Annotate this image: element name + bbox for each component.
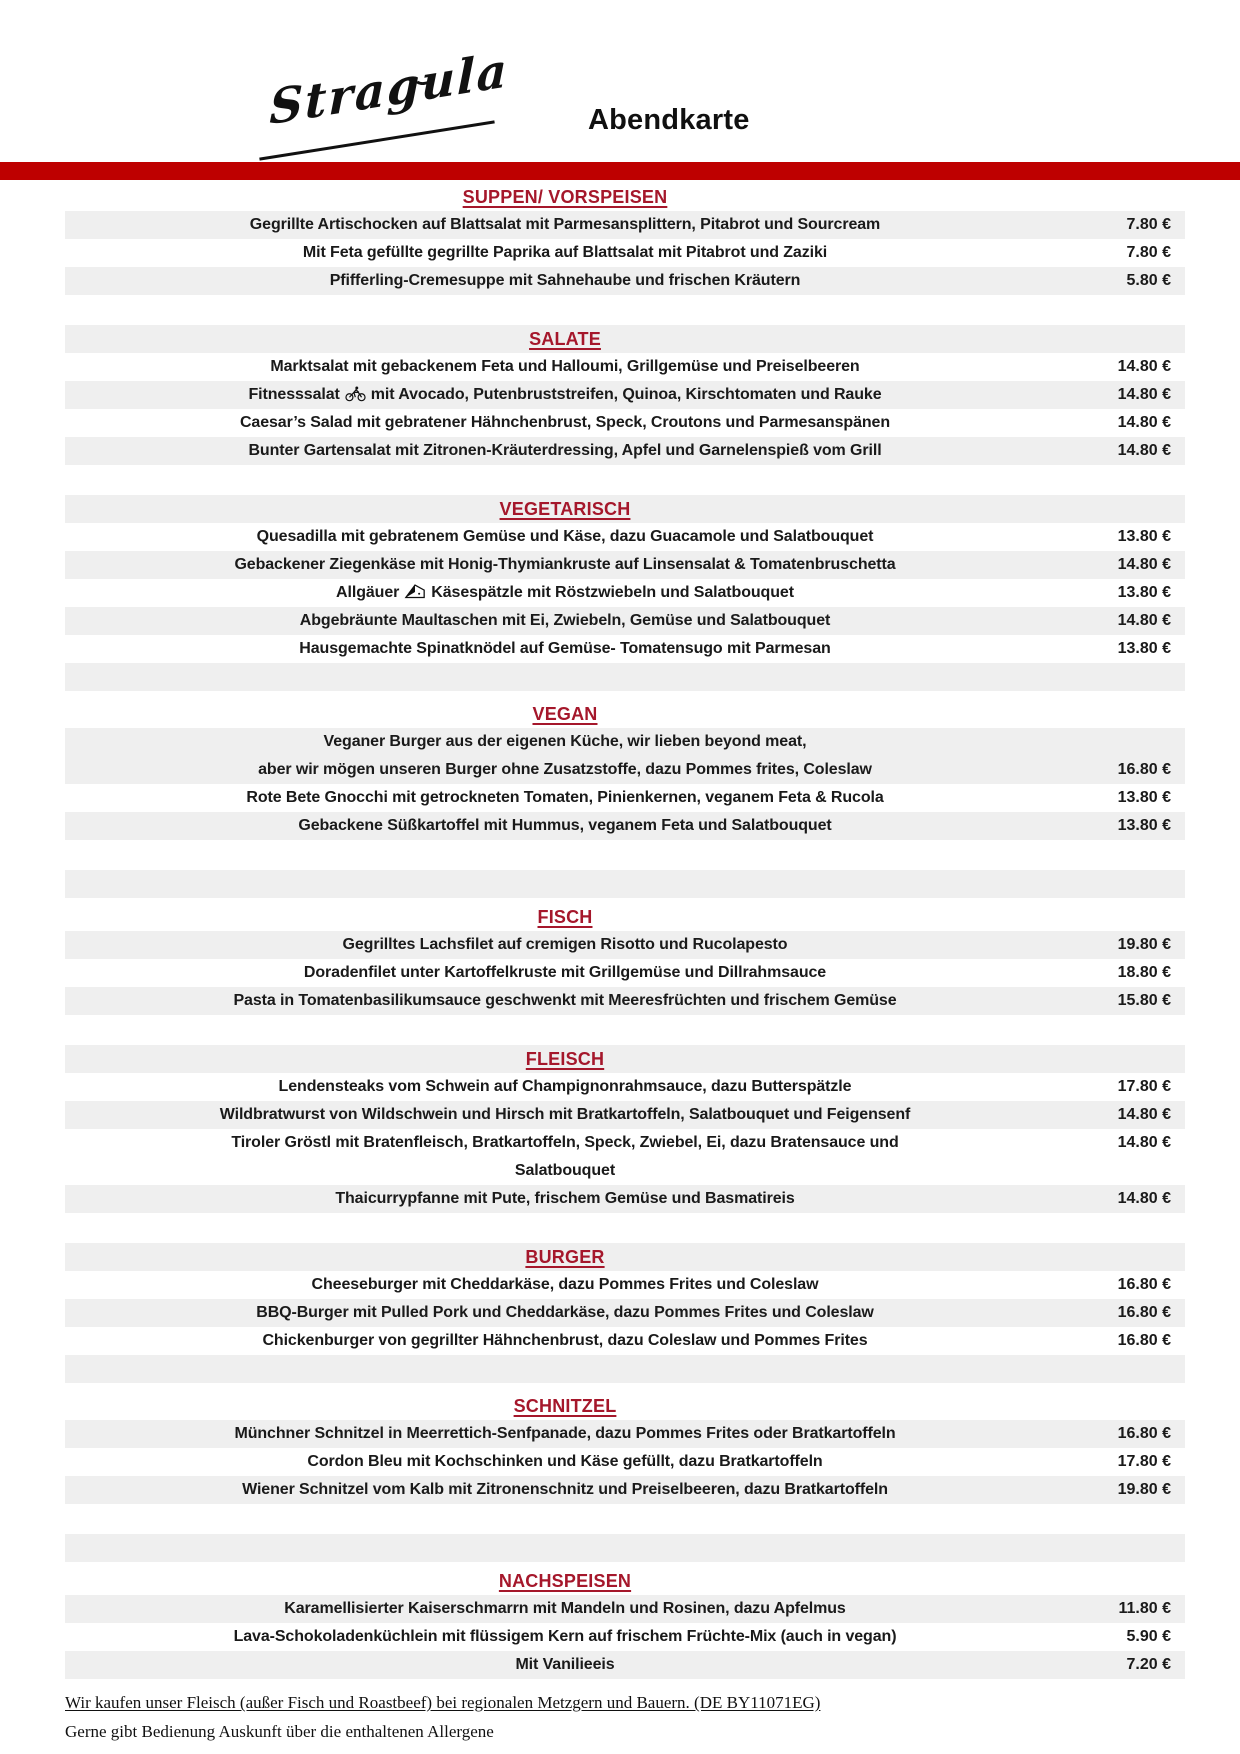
section-gap — [65, 295, 1185, 325]
item-name-before-icon: Allgäuer — [336, 584, 400, 601]
item-price: 13.80 € — [1117, 817, 1171, 834]
menu-item-row — [65, 381, 1185, 409]
item-name: Pfifferling-Cremesuppe mit Sahnehaube und frischen Kräutern — [329, 272, 801, 289]
item-price: 5.80 € — [1126, 272, 1171, 289]
item-price: 7.80 € — [1126, 244, 1171, 261]
item-price: 14.80 € — [1117, 414, 1171, 431]
item-name: Thaicurrypfanne mit Pute, frischem Gemüse und Basmatireis — [335, 1190, 795, 1207]
item-name: Münchner Schnitzel in Meerrettich-Senfpanade, dazu Pommes Frites oder Bratkartoffeln — [234, 1425, 896, 1442]
section-header-row — [65, 1392, 1185, 1420]
empty-shaded-row — [65, 1355, 1185, 1383]
page-title: Abendkarte — [588, 104, 750, 136]
item-name-line: aber wir mögen unseren Burger ohne Zusatzstoffe, dazu Pommes frites, Coleslaw — [258, 761, 872, 778]
allergen-note: Gerne gibt Bedienung Auskunft über die enthaltenen Allergene — [65, 1722, 494, 1741]
menu-item-row — [65, 409, 1185, 437]
section-header-row — [65, 325, 1185, 353]
restaurant-logo — [256, 42, 512, 150]
item-price: 17.80 € — [1117, 1078, 1171, 1095]
empty-shaded-row — [65, 1534, 1185, 1562]
item-name: Mit Feta gefüllte gegrillte Paprika auf Blattsalat mit Pitabrot und Zaziki — [302, 244, 828, 261]
item-name-after-icon: mit Avocado, Putenbruststreifen, Quinoa, Kirschtomaten und Rauke — [370, 386, 882, 403]
section-header-row — [65, 700, 1185, 728]
item-name: Gebackene Süßkartoffel mit Hummus, veganem Feta und Salatbouquet — [298, 817, 832, 834]
item-name: Quesadilla mit gebratenem Gemüse und Käse, dazu Guacamole und Salatbouquet — [256, 528, 874, 545]
item-name — [231, 1129, 898, 1185]
item-price: 13.80 € — [1117, 584, 1171, 601]
menu-item-row — [65, 1271, 1185, 1299]
item-name: Cordon Bleu mit Kochschinken und Käse gefüllt, dazu Bratkartoffeln — [307, 1453, 823, 1470]
section-title: VEGAN — [532, 703, 598, 724]
item-name — [248, 381, 881, 409]
item-price: 14.80 € — [1117, 386, 1171, 403]
item-price: 15.80 € — [1117, 992, 1171, 1009]
item-name: Karamellisierter Kaiserschmarrn mit Mandeln und Rosinen, dazu Apfelmus — [284, 1600, 846, 1617]
item-name: Gegrillte Artischocken auf Blattsalat mit Parmesansplittern, Pitabrot und Sourcream — [249, 216, 881, 233]
menu-item-row — [65, 784, 1185, 812]
page-footer — [65, 1693, 1185, 1742]
item-name: Wildbratwurst von Wildschwein und Hirsch mit Bratkartoffeln, Salatbouquet und Feigensenf — [219, 1106, 911, 1123]
item-price: 13.80 € — [1117, 528, 1171, 545]
item-price: 18.80 € — [1117, 964, 1171, 981]
section-header-row — [65, 1567, 1185, 1595]
section-header-row — [65, 1243, 1185, 1271]
menu-item-row — [65, 1623, 1185, 1651]
menu-item-row — [65, 1420, 1185, 1448]
menu-item-row — [65, 353, 1185, 381]
item-name: Hausgemachte Spinatknödel auf Gemüse- Tomatensugo mit Parmesan — [299, 640, 831, 657]
menu-item-row — [65, 1129, 1185, 1185]
cyclist-icon — [345, 381, 366, 409]
item-price: 11.80 € — [1118, 1600, 1171, 1617]
divider-bar — [0, 162, 1240, 180]
menu-item-row — [65, 523, 1185, 551]
item-name: Rote Bete Gnocchi mit getrockneten Tomaten, Pinienkernen, veganem Feta & Rucola — [246, 789, 884, 806]
section-title: FLEISCH — [525, 1048, 605, 1069]
item-name: Wiener Schnitzel vom Kalb mit Zitronenschnitz und Preiselbeeren, dazu Bratkartoffeln — [242, 1481, 888, 1498]
item-name: Caesar’s Salad mit gebratener Hähnchenbrust, Speck, Croutons und Parmesanspänen — [239, 414, 891, 431]
item-name: Mit Vanilieeis — [515, 1656, 615, 1673]
meat-sourcing-note: Wir kaufen unser Fleisch (außer Fisch und Roastbeef) bei regionalen Metzgern und Bauern. (DE BY11071EG) — [65, 1693, 821, 1712]
item-price: 14.80 € — [1117, 1134, 1171, 1151]
menu-item-row — [65, 1327, 1185, 1355]
menu-item-row — [65, 1299, 1185, 1327]
cheese-icon — [404, 579, 426, 607]
item-price: 16.80 € — [1117, 1276, 1171, 1293]
section-title: BURGER — [525, 1246, 605, 1267]
item-price: 13.80 € — [1117, 789, 1171, 806]
item-price: 17.80 € — [1117, 1453, 1171, 1470]
item-price: 5.90 € — [1126, 1628, 1171, 1645]
item-name: Lendensteaks vom Schwein auf Champignonrahmsauce, dazu Butterspätzle — [278, 1078, 852, 1095]
section-gap — [65, 1015, 1185, 1045]
item-name: Cheeseburger mit Cheddarkäse, dazu Pommes Frites und Coleslaw — [311, 1276, 819, 1293]
item-price: 16.80 € — [1117, 1304, 1171, 1321]
item-price: 13.80 € — [1117, 640, 1171, 657]
menu-item-row — [65, 437, 1185, 465]
section-gap — [65, 1504, 1185, 1534]
menu-item-row — [65, 1073, 1185, 1101]
menu-item-row — [65, 551, 1185, 579]
menu-item-row — [65, 579, 1185, 607]
section-title: FISCH — [537, 906, 593, 927]
section-title: NACHSPEISEN — [498, 1570, 632, 1591]
section-header-row — [65, 903, 1185, 931]
section-gap — [65, 691, 1185, 700]
menu-item-row — [65, 211, 1185, 239]
menu-item-row — [65, 959, 1185, 987]
item-name-line: Veganer Burger aus der eigenen Küche, wir lieben beyond meat, — [323, 733, 807, 750]
item-name — [336, 579, 794, 607]
item-price: 14.80 € — [1117, 1190, 1171, 1207]
section-title: SCHNITZEL — [513, 1395, 617, 1416]
item-price: 14.80 € — [1117, 1106, 1171, 1123]
logo-text: Stragula — [269, 42, 510, 137]
menu-item-row — [65, 1448, 1185, 1476]
section-header-row — [65, 183, 1185, 211]
item-price: 7.20 € — [1126, 1656, 1171, 1673]
item-name-line: Salatbouquet — [514, 1162, 616, 1179]
menu-item-row — [65, 812, 1185, 840]
item-name-line: Tiroler Gröstl mit Bratenfleisch, Bratkartoffeln, Speck, Zwiebel, Ei, dazu Bratensauce und — [231, 1134, 899, 1151]
item-name-after-icon: Käsespätzle mit Röstzwiebeln und Salatbouquet — [431, 584, 794, 601]
item-name: Gegrilltes Lachsfilet auf cremigen Risotto und Rucolapesto — [342, 936, 788, 953]
item-price: 14.80 € — [1117, 442, 1171, 459]
menu-item-row — [65, 1476, 1185, 1504]
menu-item-row — [65, 728, 1185, 784]
item-name: Gebackener Ziegenkäse mit Honig-Thymiankruste auf Linsensalat & Tomatenbruschetta — [234, 556, 896, 573]
section-gap — [65, 840, 1185, 870]
item-name: Bunter Gartensalat mit Zitronen-Kräuterdressing, Apfel und Garnelenspieß vom Grill — [248, 442, 882, 459]
menu-item-row — [65, 267, 1185, 295]
page-header — [0, 0, 1240, 162]
empty-shaded-row — [65, 870, 1185, 898]
section-gap — [65, 1213, 1185, 1243]
item-name: Lava-Schokoladenküchlein mit flüssigem Kern auf frischem Früchte-Mix (auch in vegan) — [233, 1628, 897, 1645]
section-title: VEGETARISCH — [499, 498, 631, 519]
item-name: Pasta in Tomatenbasilikumsauce geschwenkt mit Meeresfrüchten und frischem Gemüse — [233, 992, 897, 1009]
item-price: 14.80 € — [1117, 612, 1171, 629]
item-name: BBQ-Burger mit Pulled Pork und Cheddarkäse, dazu Pommes Frites und Coleslaw — [256, 1304, 874, 1321]
item-price: 7.80 € — [1126, 216, 1171, 233]
section-header-row — [65, 1045, 1185, 1073]
item-price: 16.80 € — [1117, 1332, 1171, 1349]
section-header-row — [65, 495, 1185, 523]
menu-item-row — [65, 239, 1185, 267]
item-name — [258, 728, 872, 784]
menu-sections — [65, 183, 1185, 1679]
menu-item-row — [65, 1651, 1185, 1679]
item-name-before-icon: Fitnesssalat — [248, 386, 340, 403]
item-price: 14.80 € — [1117, 556, 1171, 573]
menu-item-row — [65, 635, 1185, 663]
item-name: Marktsalat mit gebackenem Feta und Halloumi, Grillgemüse und Preiselbeeren — [270, 358, 860, 375]
item-price: 16.80 € — [1117, 1425, 1171, 1442]
item-name: Doradenfilet unter Kartoffelkruste mit Grillgemüse und Dillrahmsauce — [303, 964, 827, 981]
section-title: SUPPEN/ VORSPEISEN — [462, 186, 668, 207]
item-name: Abgebräunte Maultaschen mit Ei, Zwiebeln, Gemüse und Salatbouquet — [299, 612, 831, 629]
menu-item-row — [65, 1185, 1185, 1213]
item-price: 16.80 € — [1117, 761, 1171, 778]
menu-item-row — [65, 931, 1185, 959]
menu-item-row — [65, 1101, 1185, 1129]
menu-item-row — [65, 987, 1185, 1015]
item-price: 19.80 € — [1117, 1481, 1171, 1498]
section-gap — [65, 465, 1185, 495]
section-title: SALATE — [529, 328, 601, 349]
item-name: Chickenburger von gegrillter Hähnchenbrust, dazu Coleslaw und Pommes Frites — [262, 1332, 868, 1349]
empty-shaded-row — [65, 663, 1185, 691]
item-price: 14.80 € — [1117, 358, 1171, 375]
menu-item-row — [65, 1595, 1185, 1623]
section-gap — [65, 1383, 1185, 1392]
item-price: 19.80 € — [1117, 936, 1171, 953]
menu-item-row — [65, 607, 1185, 635]
